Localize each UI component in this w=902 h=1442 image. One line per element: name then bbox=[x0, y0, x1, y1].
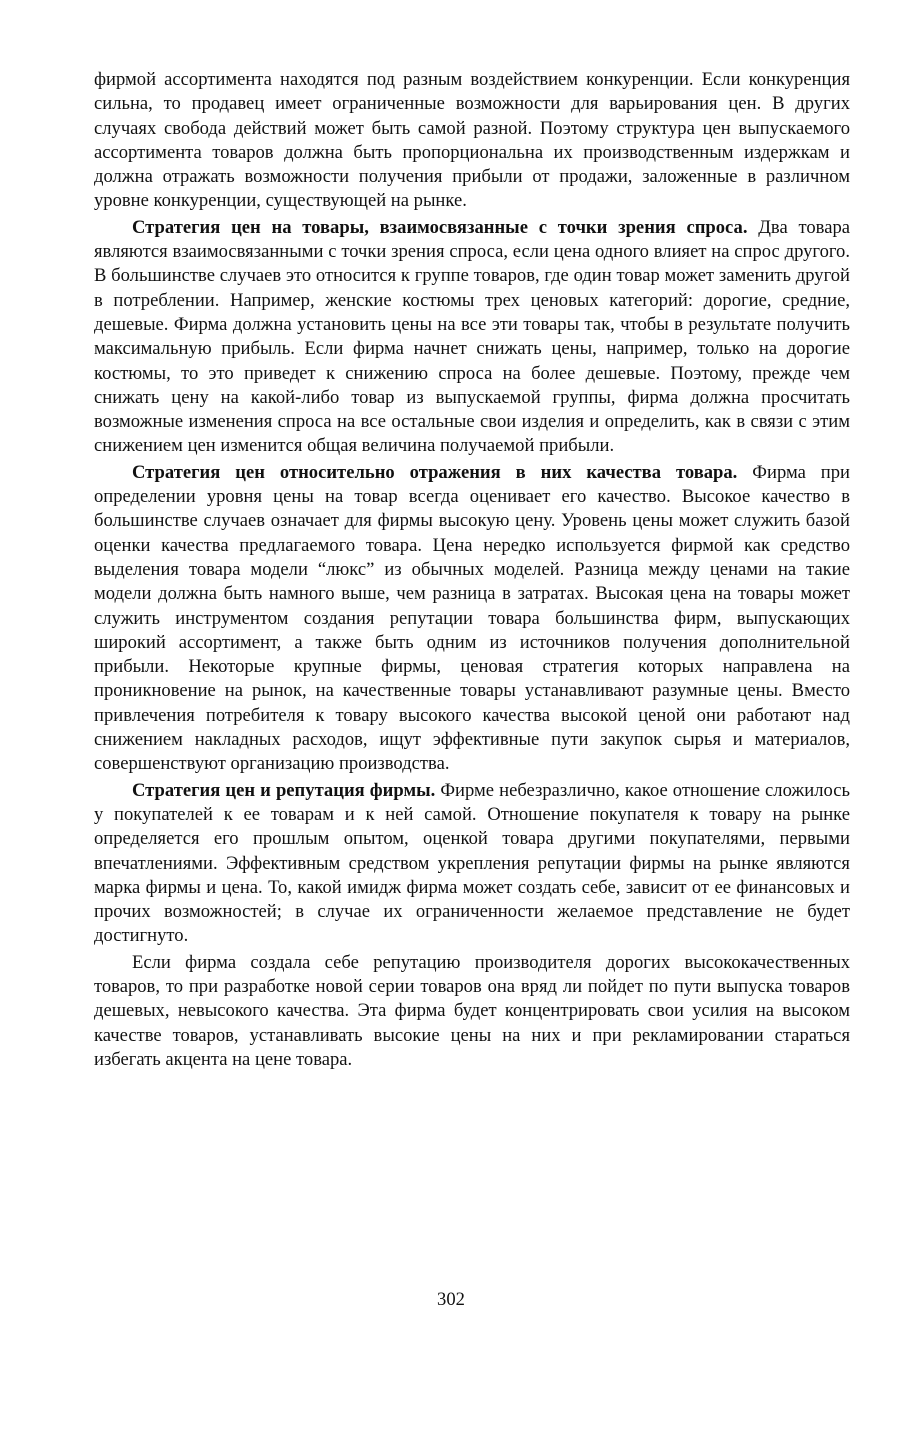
paragraph-heading: Стратегия цен на товары, взаимосвязанные с точки зрения спроса. bbox=[132, 216, 748, 238]
paragraph-quality-pricing bbox=[94, 461, 850, 777]
paragraph-text: Если фирма создала себе репутацию производителя дорогих высококачественных товаров, то при разработке новой серии товаров она вряд ли пойдет по пути выпуска товаров дешевых, невысокого качества. Эта фирма будет концентрировать свои усилия на высоком качестве товаров, устанавливать высокие цены на них и при рекламировании стараться избегать акцента на цене товара. bbox=[94, 951, 850, 1070]
paragraph-heading: Стратегия цен и репутация фирмы. bbox=[132, 779, 436, 801]
paragraph-continuation bbox=[94, 68, 850, 214]
paragraph-text: Фирме небезразлично, какое отношение сложилось у покупателей к ее товарам и к ней самой. Отношение покупателя к товару на рынке определяется его прошлым опытом, оценкой товара другими покупателями, первыми впечатлениями. Эффективным средством укрепления репутации фирмы на рынке являются марка фирмы и цена. То, какой имидж фирма может создать себе, зависит от ее финансовых и прочих возможностей; в случае их ограниченности желаемое представление не будет достигнуто. bbox=[94, 779, 850, 947]
page-number: 302 bbox=[437, 1289, 465, 1310]
paragraph-reputation-pricing bbox=[94, 779, 850, 949]
paragraph-demand-related-pricing bbox=[94, 216, 850, 459]
paragraph-high-quality-reputation bbox=[94, 951, 850, 1072]
paragraph-text: Два товара являются взаимосвязанными с точки зрения спроса, если цена одного влияет на спрос другого. В большинстве случаев это относится к группе товаров, где один товар может заменить другой в потреблении. Например, женские костюмы трех ценовых категорий: дорогие, средние, дешевые. Фирма должна установить цены на все эти товары так, чтобы в результате получить максимальную прибыль. Если фирма начнет снижать цены, например, только на дорогие костюмы, то это приведет к снижению спроса на более дешевые. Поэтому, прежде чем снижать цену на какой-либо товар из выпускаемой группы, фирма должна просчитать возможные изменения спроса на все остальные свои изделия и определить, как в связи с этим снижением цен изменится общая величина получаемой прибыли. bbox=[94, 216, 851, 457]
paragraph-heading: Стратегия цен относительно отражения в них качества товара. bbox=[132, 461, 738, 483]
paragraph-text: фирмой ассортимента находятся под разным воздействием конкуренции. Если конкуренция сильна, то продавец имеет ограниченные возможности для варьирования цен. В других случаях свобода действий может быть самой разной. Поэтому структура цен выпускаемого ассортимента товаров должна быть пропорциональна их производственным издержкам и должна отражать возможности получения прибыли от продажи, заложенные в различном уровне конкуренции, существующей на рынке. bbox=[94, 69, 850, 212]
body-text bbox=[94, 68, 850, 1074]
paragraph-text: Фирма при определении уровня цены на товар всегда оценивает его качество. Высокое качество в большинстве случаев означает для фирмы высокую цену. Уровень цены может служить базой оценки качества предлагаемого товара. Цена нередко используется фирмой как средство выделения товара модели “люкс” из обычных моделей. Разница между ценами на такие модели должна быть намного выше, чем разница в затратах. Высокая цена на товары может служить инструментом создания репутации товара большинства фирм, выпускающих широкий ассортимент, а также быть одним из источников получения дополнительной прибыли. Некоторые крупные фирмы, ценовая стратегия которых направлена на проникновение на рынок, на качественные товары устанавливают разумные цены. Вместо привлечения потребителя к товару высокого качества высокой ценой они работают над снижением накладных расходов, ищут эффективные пути закупок сырья и материалов, совершенствуют организацию производства. bbox=[94, 461, 851, 775]
